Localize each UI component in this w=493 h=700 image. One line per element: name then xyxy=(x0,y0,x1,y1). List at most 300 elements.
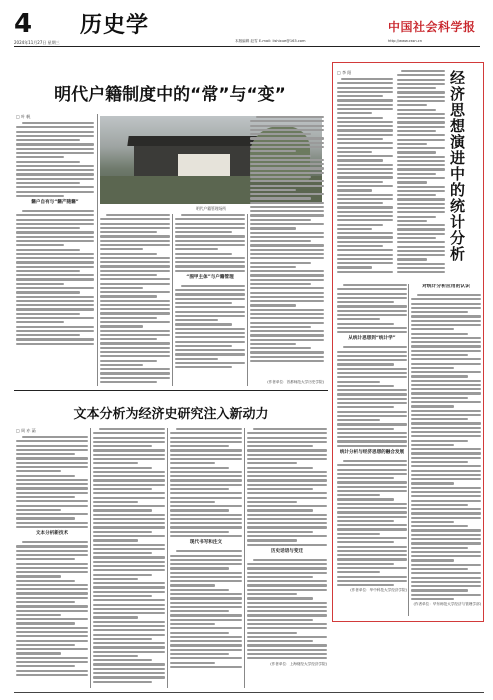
text-line xyxy=(16,550,88,552)
text-line xyxy=(93,595,152,597)
text-line xyxy=(16,131,94,133)
text-line xyxy=(337,490,407,492)
masthead-rule xyxy=(14,46,480,47)
text-line xyxy=(397,233,445,235)
text-line xyxy=(175,257,245,259)
text-line xyxy=(337,104,393,106)
text-line xyxy=(411,585,481,587)
text-line xyxy=(250,172,324,174)
text-line xyxy=(337,440,407,442)
text-line xyxy=(250,347,311,349)
text-line xyxy=(93,582,165,584)
text-line xyxy=(16,143,94,145)
text-line xyxy=(247,539,297,541)
text-line xyxy=(16,321,64,323)
text-line xyxy=(411,572,481,574)
text-line xyxy=(181,214,245,216)
article3-byline: (作者单位：华东师范大学经济与管理学部) xyxy=(413,602,481,607)
text-line xyxy=(250,197,311,199)
text-line xyxy=(16,496,75,498)
text-line xyxy=(250,232,324,234)
text-line xyxy=(250,253,324,255)
text-line xyxy=(247,514,327,516)
text-line xyxy=(247,576,313,578)
text-line xyxy=(170,555,242,557)
text-line xyxy=(411,440,468,442)
text-line xyxy=(337,402,407,404)
text-line xyxy=(337,91,393,93)
text-line xyxy=(22,541,88,543)
text-line xyxy=(337,558,407,560)
text-line xyxy=(250,330,324,332)
text-line xyxy=(100,347,170,349)
article1-col-divider-3 xyxy=(247,214,248,386)
text-line xyxy=(16,466,88,468)
text-line xyxy=(337,351,407,353)
text-line xyxy=(397,237,436,239)
article4-col-divider-1 xyxy=(90,428,91,688)
text-line xyxy=(93,578,138,580)
text-line xyxy=(411,559,454,561)
text-line xyxy=(93,509,152,511)
text-line xyxy=(247,492,327,494)
text-line xyxy=(16,622,75,624)
text-line xyxy=(397,267,445,269)
text-line xyxy=(16,257,94,259)
text-line xyxy=(343,346,407,348)
article1-byline: (作者单位：首都师范大学历史学院) xyxy=(267,380,324,384)
text-line xyxy=(16,223,94,225)
text-line xyxy=(337,198,393,200)
text-line xyxy=(411,363,481,365)
article2-author: □ 李 阳 xyxy=(337,70,352,75)
text-line xyxy=(170,526,242,528)
text-line xyxy=(337,494,380,496)
text-line xyxy=(337,428,394,430)
text-line xyxy=(170,505,242,507)
text-line xyxy=(397,117,445,119)
text-line xyxy=(16,152,94,154)
text-line xyxy=(170,644,242,646)
text-line xyxy=(337,363,394,365)
text-line xyxy=(16,449,88,451)
text-line xyxy=(170,567,229,569)
article4-subhead-3: 历史话语与变迁 xyxy=(270,548,304,554)
text-line xyxy=(16,156,64,158)
text-line xyxy=(16,182,80,184)
text-line xyxy=(16,558,75,560)
text-line xyxy=(16,161,80,163)
text-line xyxy=(93,488,152,490)
text-line xyxy=(16,313,80,315)
text-line xyxy=(16,509,61,511)
text-line xyxy=(100,287,143,289)
text-line xyxy=(250,313,324,315)
text-line xyxy=(93,492,165,494)
text-line xyxy=(175,362,245,364)
article2-subhead-1: 从统计思想到“统计学” xyxy=(348,336,396,342)
text-line xyxy=(16,610,88,612)
text-line xyxy=(411,307,481,309)
text-line xyxy=(16,522,88,524)
text-line xyxy=(93,599,165,601)
text-line xyxy=(250,270,324,272)
text-line xyxy=(250,214,324,216)
text-line xyxy=(16,261,94,263)
text-line xyxy=(170,666,242,668)
text-line xyxy=(93,629,165,631)
text-line xyxy=(397,83,445,85)
text-line xyxy=(16,627,88,629)
text-line xyxy=(175,261,245,263)
text-line xyxy=(93,668,165,670)
text-line xyxy=(397,96,445,98)
text-line xyxy=(16,635,88,637)
text-line xyxy=(337,331,407,333)
text-line xyxy=(170,640,242,642)
text-line xyxy=(250,292,324,294)
text-line xyxy=(16,614,61,616)
text-line xyxy=(16,169,94,171)
text-line xyxy=(250,180,324,182)
text-line xyxy=(16,618,88,620)
text-line xyxy=(93,672,165,674)
text-line xyxy=(93,449,165,451)
text-line xyxy=(16,296,94,298)
text-line xyxy=(337,359,407,361)
text-line xyxy=(99,428,165,430)
text-line xyxy=(16,191,94,193)
text-line xyxy=(100,360,157,362)
text-line xyxy=(250,227,296,229)
text-line xyxy=(16,631,88,633)
text-line xyxy=(247,580,327,582)
text-line xyxy=(411,577,481,579)
text-line xyxy=(93,621,165,623)
text-line xyxy=(100,257,170,259)
text-line xyxy=(16,475,75,477)
text-line xyxy=(337,406,394,408)
article4-col-divider-3 xyxy=(244,428,245,688)
text-line xyxy=(337,172,393,174)
text-line xyxy=(100,317,157,319)
text-line xyxy=(397,156,445,158)
text-line xyxy=(337,189,372,191)
article4-col4 xyxy=(247,428,327,690)
text-line xyxy=(22,436,88,438)
text-line xyxy=(411,303,481,305)
text-line xyxy=(170,522,242,524)
text-line xyxy=(397,186,445,188)
text-line xyxy=(100,240,170,242)
text-line xyxy=(93,651,165,653)
text-line xyxy=(411,465,481,467)
text-line xyxy=(343,284,407,286)
text-line xyxy=(337,385,394,387)
text-line xyxy=(337,355,407,357)
text-line xyxy=(100,223,170,225)
text-line xyxy=(411,474,481,476)
text-line xyxy=(337,232,393,234)
text-line xyxy=(247,593,297,595)
text-line xyxy=(16,513,88,515)
text-line xyxy=(16,601,75,603)
text-line xyxy=(411,410,481,412)
text-line xyxy=(175,253,232,255)
text-line xyxy=(337,87,393,89)
text-line xyxy=(247,544,327,546)
text-line xyxy=(247,589,327,591)
text-line xyxy=(337,554,407,556)
text-line xyxy=(337,129,393,131)
text-line xyxy=(337,297,407,299)
text-line xyxy=(337,423,407,425)
text-line xyxy=(397,181,427,183)
text-line xyxy=(170,492,242,494)
text-line xyxy=(100,304,170,306)
text-line xyxy=(175,218,245,220)
text-line xyxy=(411,298,481,300)
text-line xyxy=(337,142,393,144)
text-line xyxy=(16,227,80,229)
article2-body-lower-left xyxy=(337,284,407,614)
text-line xyxy=(175,244,245,246)
article4-subhead-1: 文本分析新技术 xyxy=(35,531,69,537)
text-line xyxy=(170,454,242,456)
text-line xyxy=(397,151,436,153)
text-line xyxy=(247,584,327,586)
text-line xyxy=(16,605,88,607)
text-line xyxy=(337,258,393,260)
text-line xyxy=(16,236,94,238)
text-line xyxy=(247,441,327,443)
text-line xyxy=(411,487,481,489)
text-line xyxy=(411,405,454,407)
text-line xyxy=(337,224,383,226)
text-line xyxy=(411,427,481,429)
text-line xyxy=(100,334,170,336)
text-line xyxy=(93,479,165,481)
text-line xyxy=(100,325,143,327)
text-line xyxy=(247,610,327,612)
text-line xyxy=(250,125,324,127)
text-line xyxy=(247,475,327,477)
text-line xyxy=(16,588,88,590)
text-line xyxy=(337,293,407,295)
text-line xyxy=(247,488,313,490)
article4-col2 xyxy=(93,428,165,690)
text-line xyxy=(16,554,88,556)
text-line xyxy=(411,538,481,540)
text-line xyxy=(250,159,324,161)
text-line xyxy=(170,636,242,638)
text-line xyxy=(397,207,445,209)
text-line xyxy=(247,567,327,569)
article2-body xyxy=(337,70,393,282)
text-line xyxy=(250,206,324,208)
text-line xyxy=(16,195,64,197)
text-line xyxy=(93,556,165,558)
text-line xyxy=(337,202,383,204)
text-line xyxy=(411,431,481,433)
text-line xyxy=(16,139,80,141)
text-line xyxy=(337,389,407,391)
text-line xyxy=(16,219,94,221)
text-line xyxy=(175,353,245,355)
text-line xyxy=(176,550,242,552)
text-line xyxy=(337,411,407,413)
article2-title xyxy=(448,70,478,270)
text-line xyxy=(247,535,327,537)
text-line xyxy=(250,137,324,139)
text-line xyxy=(337,215,393,217)
text-line xyxy=(337,381,380,383)
text-line xyxy=(411,517,481,519)
text-line xyxy=(411,521,454,523)
text-line xyxy=(170,535,242,537)
text-line xyxy=(100,377,170,379)
text-line xyxy=(100,231,157,233)
text-line xyxy=(93,475,165,477)
text-line xyxy=(170,479,242,481)
text-line xyxy=(411,457,481,459)
text-line xyxy=(337,580,407,582)
text-line xyxy=(397,113,445,115)
text-line xyxy=(250,244,324,246)
text-line xyxy=(247,462,297,464)
text-line xyxy=(100,265,170,267)
text-line xyxy=(337,533,380,535)
text-line xyxy=(16,597,88,599)
text-line xyxy=(170,662,215,664)
text-line xyxy=(247,627,327,629)
text-line xyxy=(16,231,94,233)
text-line xyxy=(337,194,393,196)
text-line xyxy=(247,518,327,520)
text-line xyxy=(93,591,165,593)
text-line xyxy=(250,274,324,276)
text-line xyxy=(337,168,393,170)
text-line xyxy=(100,368,170,370)
text-line xyxy=(93,663,165,665)
article4-subhead-2: 现代书写和注文 xyxy=(189,540,223,546)
text-line xyxy=(397,91,445,93)
text-line xyxy=(170,509,229,511)
text-line xyxy=(16,545,88,547)
text-line xyxy=(417,294,481,296)
text-line xyxy=(170,593,242,595)
text-line xyxy=(411,392,481,394)
text-line xyxy=(411,482,454,484)
text-line xyxy=(100,218,170,220)
text-line xyxy=(16,674,88,676)
text-line xyxy=(250,351,324,353)
text-line xyxy=(250,155,311,157)
text-line xyxy=(250,146,324,148)
text-line xyxy=(16,584,88,586)
text-line xyxy=(337,419,380,421)
text-line xyxy=(247,632,297,634)
text-line xyxy=(93,445,152,447)
text-line xyxy=(170,475,242,477)
text-line xyxy=(16,244,64,246)
text-line xyxy=(247,597,313,599)
text-line xyxy=(397,241,445,243)
text-line xyxy=(170,610,229,612)
text-line xyxy=(397,263,445,265)
text-line xyxy=(397,254,445,256)
brand-logo: 中国社会科学报 xyxy=(388,20,476,34)
text-line xyxy=(93,616,138,618)
text-line xyxy=(175,235,245,237)
text-line xyxy=(411,350,481,352)
text-line xyxy=(397,190,445,192)
text-line xyxy=(175,240,245,242)
text-line xyxy=(250,296,324,298)
text-line xyxy=(16,575,61,577)
text-line xyxy=(16,165,94,167)
text-line xyxy=(337,436,407,438)
text-line xyxy=(337,546,407,548)
text-line xyxy=(170,576,242,578)
text-line xyxy=(16,445,88,447)
text-line xyxy=(411,495,481,497)
article2-body-col2 xyxy=(397,70,445,282)
text-line xyxy=(170,441,242,443)
text-line xyxy=(100,278,170,280)
article1-title: 明代户籍制度中的“常”与“变” xyxy=(54,85,286,105)
text-line xyxy=(411,422,481,424)
article4-col-divider-2 xyxy=(167,428,168,688)
text-line xyxy=(337,181,383,183)
text-line xyxy=(93,655,138,657)
text-line xyxy=(337,151,372,153)
text-line xyxy=(170,584,215,586)
text-line xyxy=(170,518,242,520)
page-bottom-rule xyxy=(14,692,484,693)
text-line xyxy=(170,462,215,464)
text-line xyxy=(247,623,327,625)
text-line xyxy=(411,491,481,493)
article4-col3 xyxy=(170,428,242,690)
text-line xyxy=(16,571,88,573)
text-line xyxy=(100,308,170,310)
text-line xyxy=(337,211,393,213)
text-line xyxy=(411,478,481,480)
text-line xyxy=(93,646,165,648)
text-line xyxy=(337,445,407,447)
text-line xyxy=(337,236,393,238)
url-line: http://www.cssn.cn xyxy=(388,39,423,43)
text-line xyxy=(337,271,393,273)
text-line xyxy=(16,670,88,672)
text-line xyxy=(175,345,232,347)
text-line xyxy=(250,223,324,225)
text-line xyxy=(247,572,327,574)
text-line xyxy=(93,526,165,528)
text-line xyxy=(411,380,481,382)
text-line xyxy=(337,481,407,483)
text-line xyxy=(250,163,324,165)
text-line xyxy=(93,462,138,464)
text-line xyxy=(175,302,232,304)
text-line xyxy=(250,202,324,204)
text-line xyxy=(337,541,394,543)
text-line xyxy=(170,623,215,625)
text-line xyxy=(16,283,64,285)
text-line xyxy=(250,262,311,264)
text-line xyxy=(16,291,80,293)
